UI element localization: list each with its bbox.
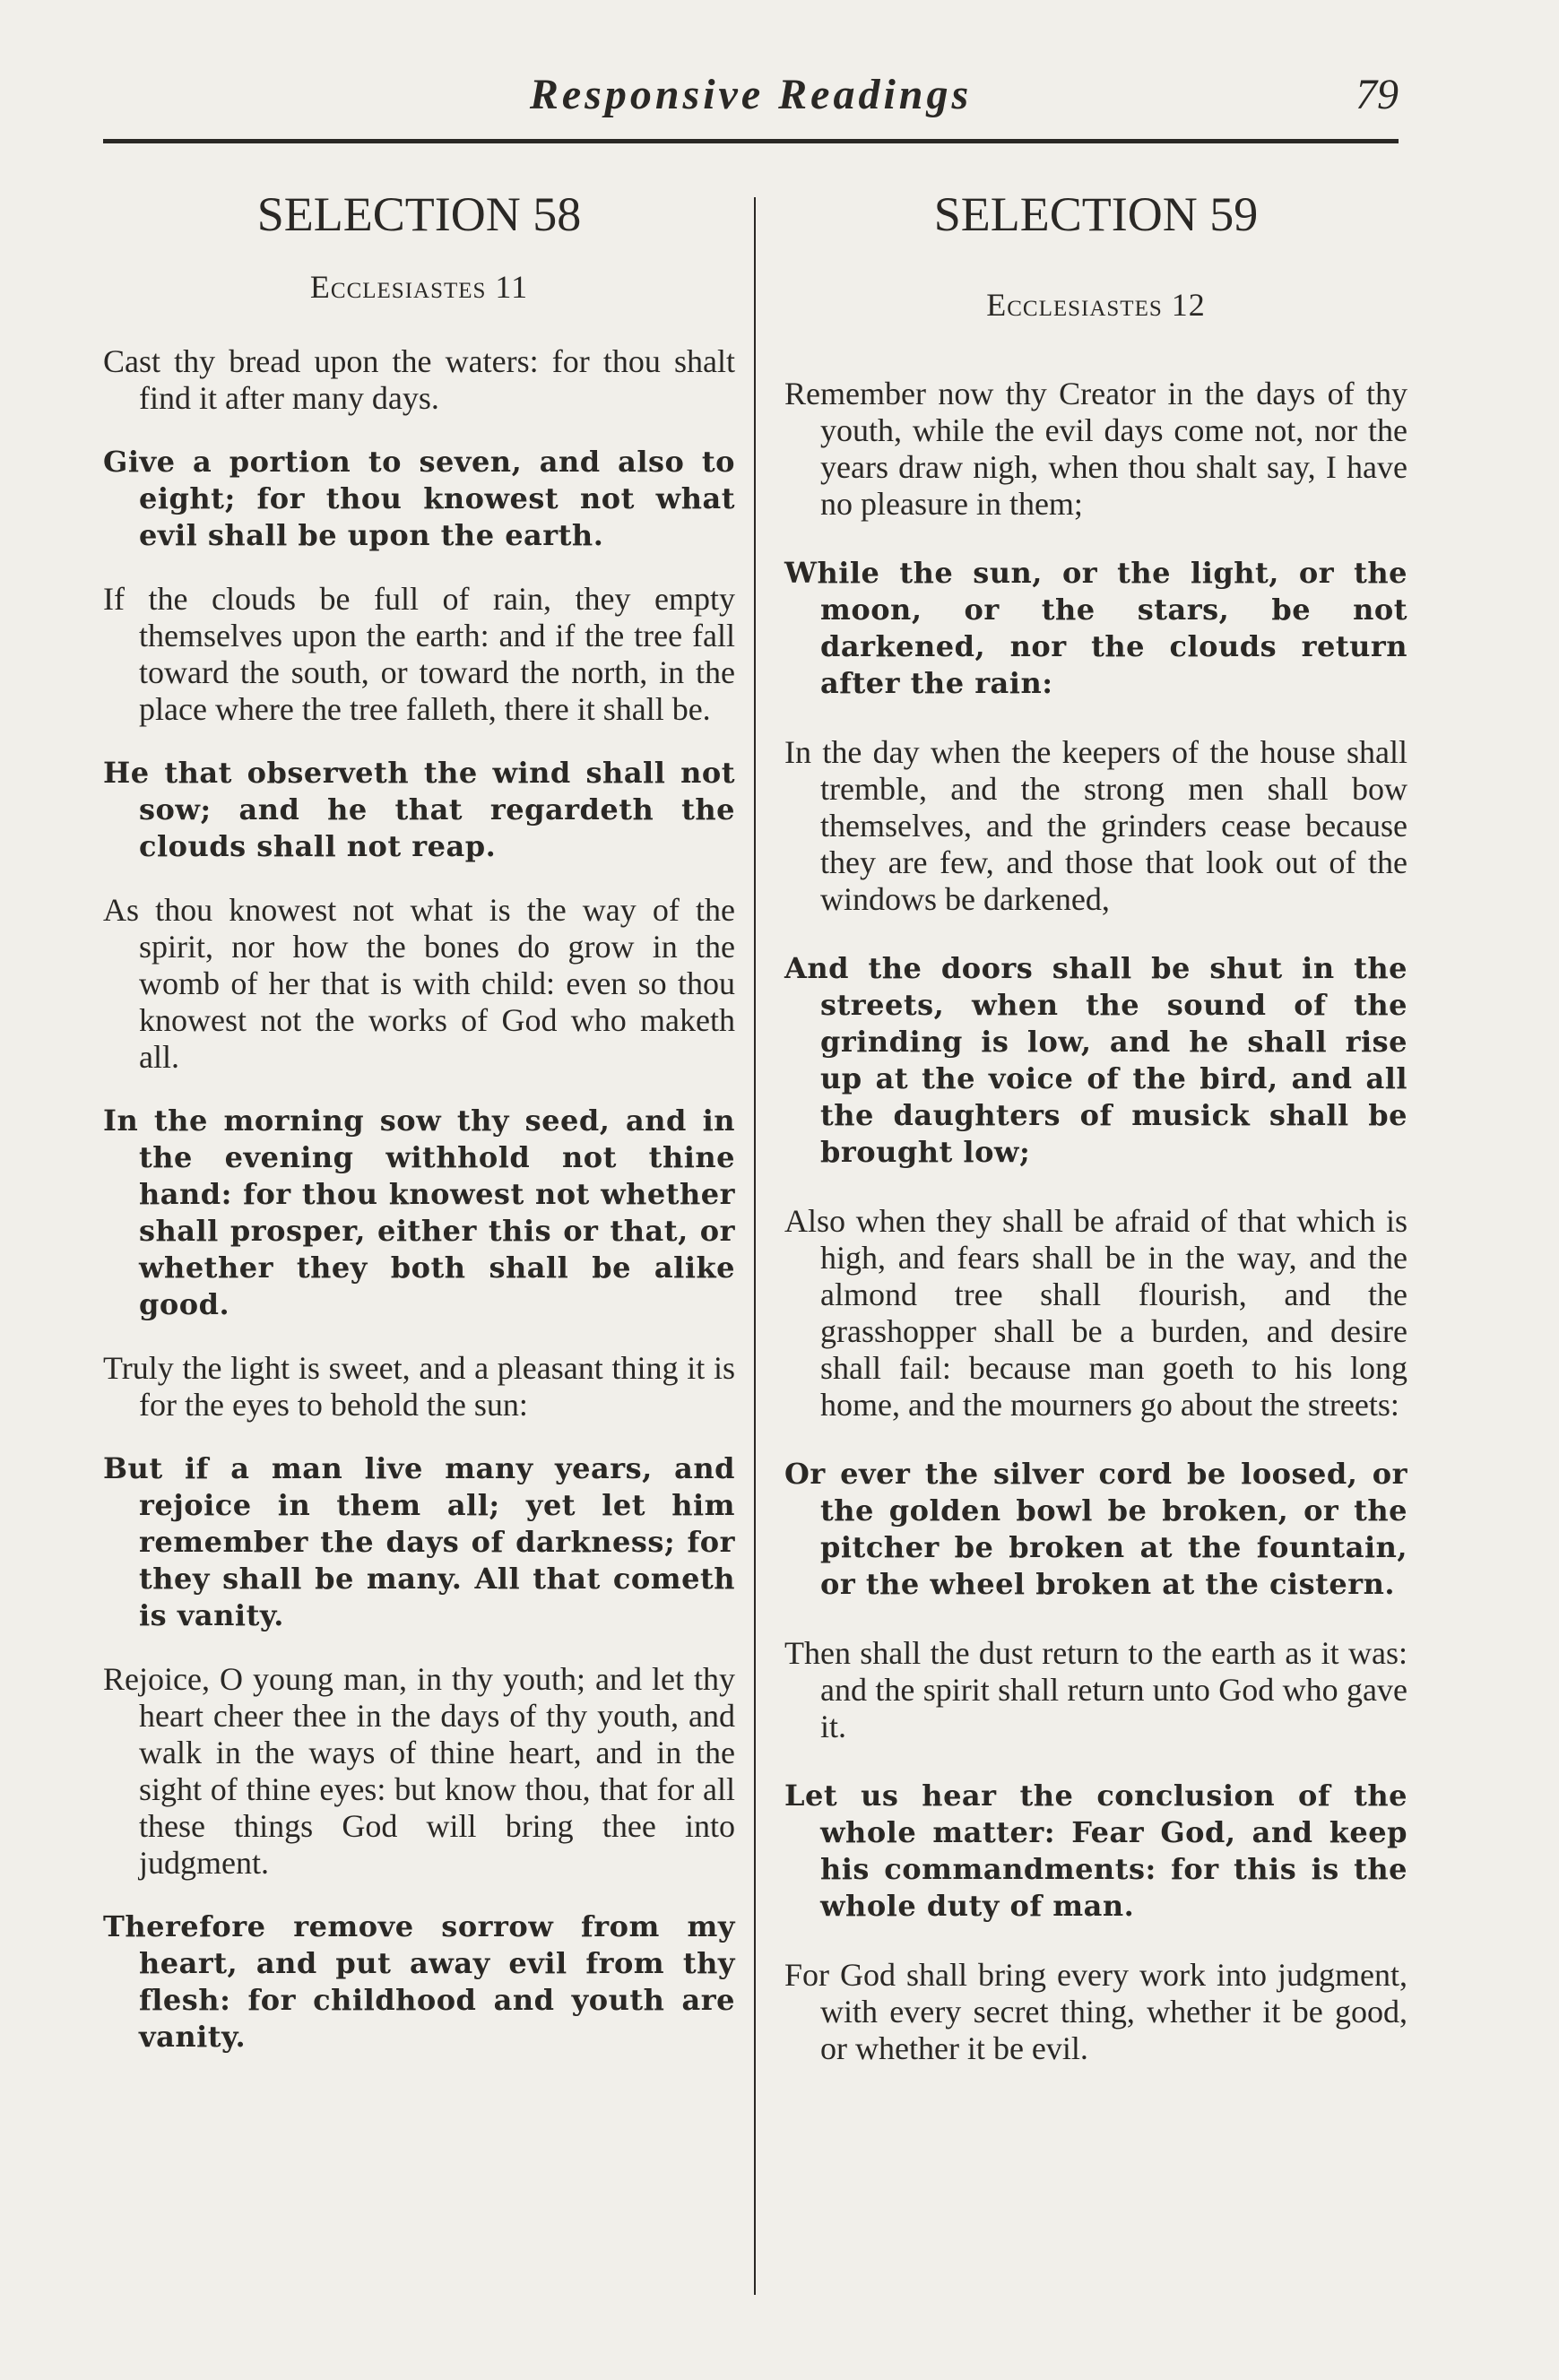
verse-response: Give a portion to seven, and also to eight; for thou knowest not what evil shall be upon the earth. — [103, 445, 735, 553]
verse-response: But if a man live many years, and rejoice in them all; yet let him remember the days of darkness; for they shall be many. All that cometh is vanity. — [103, 1451, 735, 1633]
selection-title: SELECTION 58 — [256, 187, 582, 241]
selection-58-column — [103, 188, 735, 2082]
verse-response: Let us hear the conclusion of the whole matter: Fear God, and keep his commandments: for this is the whole duty of man. — [784, 1779, 1407, 1924]
verse-leader: As thou knowest not what is the way of the spirit, nor how the bones do grow in the womb of her that is with child: even so thou knowest not the works of God who maketh all. — [103, 892, 735, 1076]
verse-response: And the doors shall be shut in the streets, when the sound of the grinding is low, and he shall rise up at the voice of the bird, and all the daughters of musick shall be brought low; — [784, 951, 1407, 1170]
selection-scripture-ref: Ecclesiastes 12 — [986, 287, 1206, 324]
verse-response: He that observeth the wind shall not sow; and he that regardeth the clouds shall not reap. — [103, 756, 735, 864]
header-rule — [103, 139, 1399, 143]
verse-leader: Cast thy bread upon the waters: for thou shalt find it after many days. — [103, 343, 735, 417]
selection-59-column — [784, 188, 1407, 2099]
verse-response: In the morning sow thy seed, and in the evening withhold not thine hand: for thou knowest not whether shall prosper, either this or that, or whether they both shall be alike good. — [103, 1103, 735, 1322]
verse-leader: For God shall bring every work into judgment, with every secret thing, whether it be good, or whether it be evil. — [784, 1957, 1407, 2067]
selection-scripture-ref: Ecclesiastes 11 — [309, 269, 529, 306]
verse-leader: In the day when the keepers of the house shall tremble, and the strong men shall bow themselves, and the grinders cease because they are few, and those that look out of the windows be darkened, — [784, 734, 1407, 918]
verse-leader: Also when they shall be afraid of that which is high, and fears shall be in the way, and the almond tree shall flourish, and the grasshopper shall be a burden, and desire shall fail: because man goeth to his long home, and the mourners go about the streets: — [784, 1203, 1407, 1424]
column-divider — [754, 197, 756, 2295]
verse-leader: Then shall the dust return to the earth as it was: and the spirit shall return unto God who gave it. — [784, 1635, 1407, 1745]
page-number: 79 — [1355, 71, 1399, 118]
verse-leader: If the clouds be full of rain, they empty themselves upon the earth: and if the tree fall toward the south, or toward the north, in the place where the tree falleth, there it shall be. — [103, 581, 735, 728]
verse-leader: Remember now thy Creator in the days of thy youth, while the evil days come not, nor the years draw nigh, when thou shalt say, I have no pleasure in them; — [784, 376, 1407, 523]
running-title: Responsive Readings — [529, 71, 973, 118]
verse-leader: Truly the light is sweet, and a pleasant thing it is for the eyes to behold the sun: — [103, 1350, 735, 1424]
running-head — [103, 70, 1399, 133]
selection-title: SELECTION 59 — [933, 187, 1259, 241]
verse-response: Therefore remove sorrow from my heart, and put away evil from thy flesh: for childhood and youth are vanity. — [103, 1909, 735, 2055]
verse-response: Or ever the silver cord be loosed, or the golden bowl be broken, or the pitcher be broken at the fountain, or the wheel broken at the cistern. — [784, 1457, 1407, 1602]
verse-leader: Rejoice, O young man, in thy youth; and let thy heart cheer thee in the days of thy youth, and walk in the ways of thine heart, and in the sight of thine eyes: but know thou, that for all these things God will bring thee into judgment. — [103, 1661, 735, 1882]
verse-response: While the sun, or the light, or the moon, or the stars, be not darkened, nor the clouds return after the rain: — [784, 556, 1407, 701]
